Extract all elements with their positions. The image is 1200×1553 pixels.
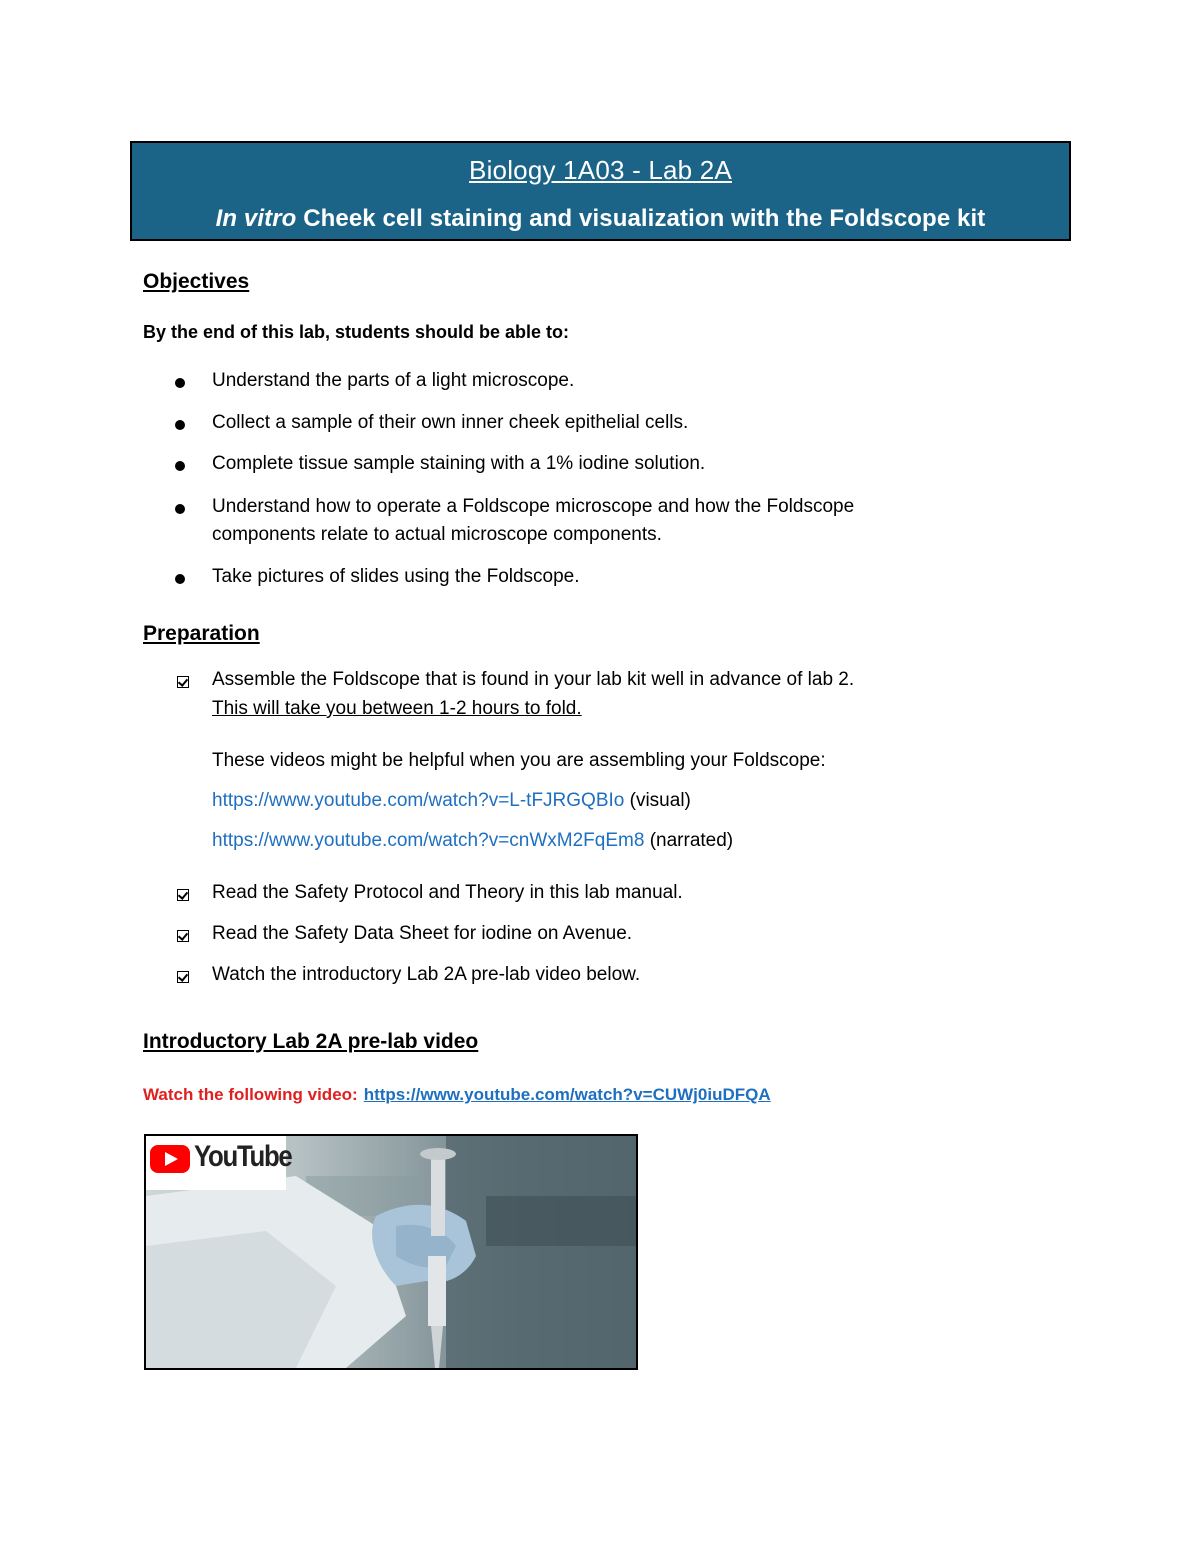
subtitle-rest: Cheek cell staining and visualization with the Foldscope kit [296, 205, 986, 232]
bullet-icon [175, 461, 185, 471]
objectives-intro: By the end of this lab, students should be able to: [143, 322, 570, 342]
videos-intro: These videos might be helpful when you are assembling your Foldscope: [212, 750, 826, 771]
bullet-icon [175, 574, 185, 584]
checkbox-checked-icon [177, 930, 189, 942]
prep-item-sds: Read the Safety Data Sheet for iodine on Avenue. [212, 923, 633, 944]
checkbox-checked-icon [177, 971, 189, 983]
video-link-narrated[interactable]: https://www.youtube.com/watch?v=cnWxM2FqEm8 [212, 830, 645, 851]
preparation-heading: Preparation [143, 622, 260, 645]
video-link-row [212, 790, 691, 812]
watch-line [143, 1085, 771, 1105]
video-thumbnail[interactable] [144, 1134, 638, 1370]
video-link-visual[interactable]: https://www.youtube.com/watch?v=L-tFJRGQBIo [212, 790, 625, 811]
title-banner [130, 141, 1071, 241]
page-subtitle [132, 205, 1069, 233]
video-link-row [212, 830, 733, 852]
bullet-icon [175, 420, 185, 430]
bullet-icon [175, 504, 185, 514]
prep-item-assemble-note: This will take you between 1-2 hours to fold. [212, 698, 582, 719]
watch-video-link[interactable]: https://www.youtube.com/watch?v=CUWj0iuDFQA [363, 1085, 771, 1104]
prep-item-video: Watch the introductory Lab 2A pre-lab video below. [212, 964, 641, 985]
video-link-visual-note: (visual) [624, 790, 691, 811]
checkbox-checked-icon [177, 676, 189, 688]
subtitle-italic: In vitro [215, 205, 297, 232]
objective-item: Understand how to operate a Foldscope microscope and how the Foldscope [212, 496, 855, 517]
youtube-logo [146, 1136, 292, 1190]
objective-item: Take pictures of slides using the Foldscope. [212, 566, 580, 587]
objective-item-continued: components relate to actual microscope components. [212, 524, 662, 545]
page-title: Biology 1A03 - Lab 2A [469, 155, 732, 185]
bullet-icon [175, 378, 185, 388]
objective-item: Complete tissue sample staining with a 1% iodine solution. [212, 453, 706, 474]
objective-item: Understand the parts of a light microscope. [212, 370, 575, 391]
prep-item-safety: Read the Safety Protocol and Theory in this lab manual. [212, 882, 683, 903]
checkbox-checked-icon [177, 889, 189, 901]
video-link-narrated-note: (narrated) [644, 830, 734, 851]
youtube-play-icon [150, 1145, 190, 1173]
watch-label: Watch the following video: [143, 1085, 358, 1104]
video-section-heading: Introductory Lab 2A pre-lab video [143, 1030, 479, 1053]
objectives-heading: Objectives [143, 270, 250, 293]
objective-item: Collect a sample of their own inner cheek epithelial cells. [212, 412, 689, 433]
prep-item-assemble: Assemble the Foldscope that is found in your lab kit well in advance of lab 2. [212, 669, 855, 690]
youtube-wordmark: YouTube [194, 1140, 292, 1173]
